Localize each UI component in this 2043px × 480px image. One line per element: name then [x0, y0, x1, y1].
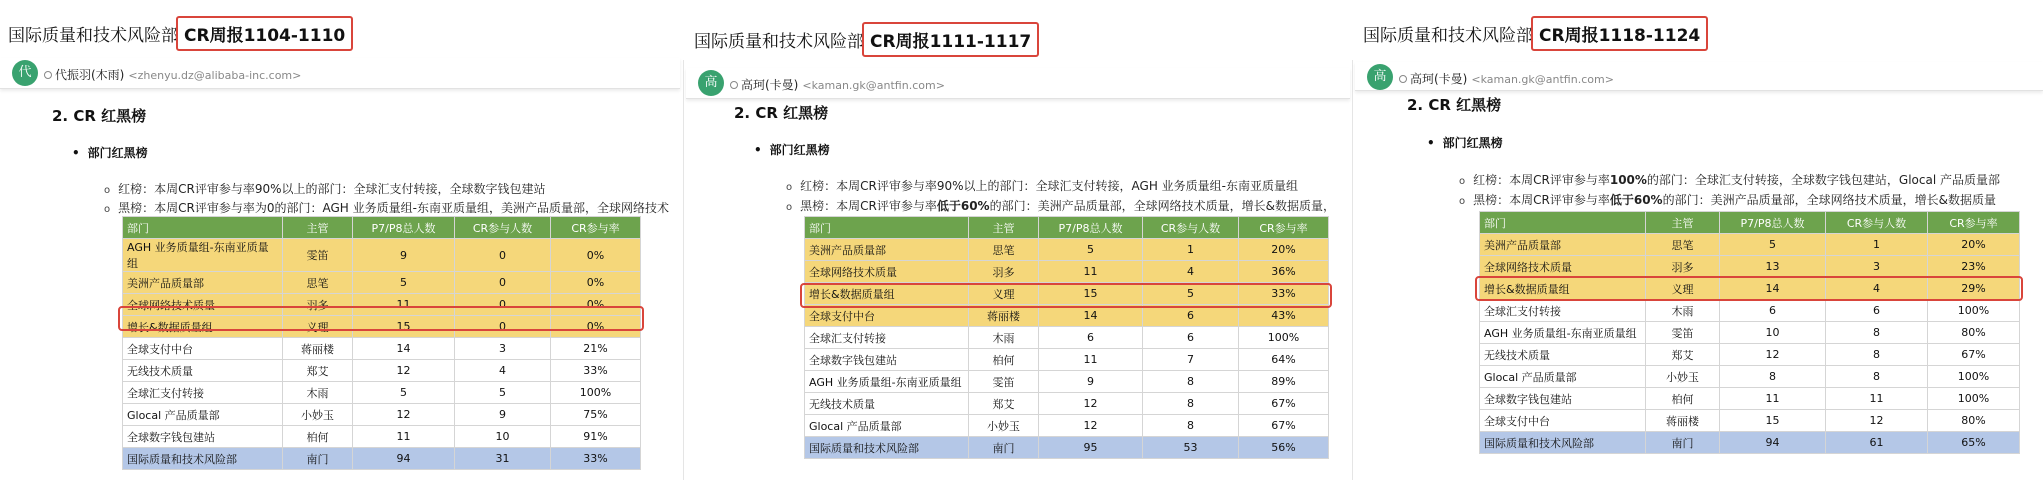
table-cell: Glocal 产品质量部	[123, 404, 283, 426]
table-cell: 羽多	[283, 294, 353, 316]
table-cell: 33%	[1239, 283, 1329, 305]
table-cell: 0%	[551, 272, 641, 294]
table-cell: 增长&数据质量组	[805, 283, 969, 305]
table-cell: 0	[455, 272, 551, 294]
table-cell: 11	[353, 426, 455, 448]
red-line-suffix: 的部门：全球汇支付转接，全球数字钱包建站，Glocal 产品质量部	[1646, 173, 2000, 187]
avatar[interactable]: 高	[1367, 64, 1393, 90]
table-row	[805, 261, 1329, 283]
table-cell: 国际质量和技术风险部	[1480, 432, 1646, 454]
black-line-suffix: 的部门：美洲产品质量部，全球网络技术质量，增长&数据质量	[1662, 193, 1996, 207]
cr-table	[804, 216, 1329, 459]
table-cell: 5	[1039, 239, 1143, 261]
table-row	[805, 393, 1329, 415]
table-cell: 31	[455, 448, 551, 470]
status-dot-icon	[1399, 75, 1407, 83]
red-line-prefix: 红榜：本周CR评审参与率	[1473, 173, 1610, 187]
table-row	[123, 404, 641, 426]
table-cell: 全球数字钱包建站	[1480, 388, 1646, 410]
table-cell: 雯笛	[1646, 322, 1720, 344]
black-line-emphasis: 低于60%	[936, 199, 990, 213]
table-cell: 无线技术质量	[1480, 344, 1646, 366]
email-subject	[8, 16, 353, 51]
col-header: P7/P8总人数	[1720, 212, 1826, 234]
table-cell: 无线技术质量	[123, 360, 283, 382]
table-cell: 小妙玉	[283, 404, 353, 426]
table-cell: 11	[1720, 388, 1826, 410]
table-cell: Glocal 产品质量部	[1480, 366, 1646, 388]
table-cell: 义理	[283, 316, 353, 338]
table-cell: 21%	[551, 338, 641, 360]
table-cell: 14	[1720, 278, 1826, 300]
table-cell: 美洲产品质量部	[123, 272, 283, 294]
table-cell: 100%	[551, 382, 641, 404]
table-cell: 全球数字钱包建站	[123, 426, 283, 448]
table-cell: 6	[1720, 300, 1826, 322]
col-header: 主管	[969, 217, 1039, 239]
sender-info[interactable]	[730, 76, 945, 93]
table-row	[123, 426, 641, 448]
table-cell: 5	[353, 382, 455, 404]
table-cell: 羽多	[969, 261, 1039, 283]
table-cell: 6	[1143, 327, 1239, 349]
table-cell: Glocal 产品质量部	[805, 415, 969, 437]
section-heading: 2. CR 红黑榜	[734, 104, 829, 122]
report-panel-3	[1355, 0, 2043, 478]
table-cell: 0%	[551, 239, 641, 272]
table-cell: 43%	[1239, 305, 1329, 327]
email-subject	[694, 22, 1039, 57]
table-cell: 国际质量和技术风险部	[805, 437, 969, 459]
col-header: 部门	[1480, 212, 1646, 234]
table-cell: 8	[1143, 415, 1239, 437]
section-heading: 2. CR 红黑榜	[52, 107, 147, 125]
table-row	[805, 239, 1329, 261]
table-cell: 全球汇支付转接	[123, 382, 283, 404]
report-panel-2	[686, 0, 1350, 478]
table-cell: 20%	[1239, 239, 1329, 261]
table-cell: 8	[1720, 366, 1826, 388]
table-cell: 36%	[1239, 261, 1329, 283]
table-row	[1480, 322, 2020, 344]
table-cell: 12	[353, 360, 455, 382]
table-cell: 南门	[969, 437, 1039, 459]
sender-name: 高珂(卡曼)	[1410, 72, 1468, 86]
table-cell: 5	[353, 272, 455, 294]
subsection-heading: • 部门红黑榜	[1427, 134, 1503, 151]
sender-info[interactable]	[1399, 70, 1614, 87]
table-cell: 全球支付中台	[123, 338, 283, 360]
table-row	[123, 272, 641, 294]
table-cell: 蒋丽楼	[969, 305, 1039, 327]
table-cell: 9	[455, 404, 551, 426]
table-cell: 8	[1143, 393, 1239, 415]
black-line-prefix: 黑榜：本周CR评审参与率	[1473, 193, 1610, 207]
report-panel-1	[0, 0, 680, 478]
table-cell: 羽多	[1646, 256, 1720, 278]
black-line-prefix: 黑榜：本周CR评审参与率	[800, 199, 937, 213]
table-cell: 木雨	[283, 382, 353, 404]
table-cell: 南门	[1646, 432, 1720, 454]
table-cell: 53	[1143, 437, 1239, 459]
subject-highlight: CR周报1104-1110	[176, 16, 353, 51]
table-cell: 思笔	[283, 272, 353, 294]
table-cell: 4	[1143, 261, 1239, 283]
table-cell: 小妙玉	[1646, 366, 1720, 388]
table-cell: AGH 业务质量组-东南亚质量组	[805, 371, 969, 393]
table-cell: 4	[455, 360, 551, 382]
table-cell: 11	[1039, 261, 1143, 283]
table-cell: 6	[1039, 327, 1143, 349]
table-cell: 雯笛	[969, 371, 1039, 393]
highlight-box	[1475, 276, 2023, 301]
highlight-box	[800, 283, 1332, 308]
red-line-emphasis: 100%	[1609, 173, 1647, 187]
table-cell: 33%	[551, 448, 641, 470]
table-cell: 增长&数据质量组	[123, 316, 283, 338]
table-cell: 木雨	[1646, 300, 1720, 322]
table-cell: 100%	[1928, 366, 2020, 388]
table-cell: 思笔	[1646, 234, 1720, 256]
table-cell: 美洲产品质量部	[805, 239, 969, 261]
table-cell: 15	[353, 316, 455, 338]
table-cell: 15	[1039, 283, 1143, 305]
table-cell: 6	[1143, 305, 1239, 327]
col-header: CR参与率	[1239, 217, 1329, 239]
table-cell: 11	[1826, 388, 1928, 410]
table-total-row	[1480, 432, 2020, 454]
table-cell: 100%	[1928, 388, 2020, 410]
table-cell: 94	[353, 448, 455, 470]
table-cell: 0%	[551, 294, 641, 316]
table-cell: 全球汇支付转接	[1480, 300, 1646, 322]
table-row	[805, 349, 1329, 371]
email-subject	[1363, 16, 1708, 51]
table-header-row	[805, 217, 1329, 239]
table-cell: 3	[1826, 256, 1928, 278]
avatar[interactable]: 代	[12, 60, 38, 86]
table-header-row	[1480, 212, 2020, 234]
sender-bar	[686, 68, 1350, 99]
table-cell: 郑艾	[969, 393, 1039, 415]
table-cell: 柏何	[1646, 388, 1720, 410]
table-cell: 国际质量和技术风险部	[123, 448, 283, 470]
table-row	[1480, 234, 2020, 256]
highlight-box	[118, 306, 644, 331]
table-cell: 木雨	[969, 327, 1039, 349]
table-cell: 8	[1143, 371, 1239, 393]
table-cell: 20%	[1928, 234, 2020, 256]
table-cell: 全球支付中台	[805, 305, 969, 327]
sender-info[interactable]	[44, 66, 301, 83]
table-row	[123, 239, 641, 272]
subject-highlight: CR周报1118-1124	[1531, 16, 1708, 51]
table-cell: 思笔	[969, 239, 1039, 261]
col-header: CR参与人数	[455, 217, 551, 239]
table-cell: 10	[455, 426, 551, 448]
divider	[1352, 60, 1353, 480]
col-header: 部门	[805, 217, 969, 239]
table-cell: 南门	[283, 448, 353, 470]
sender-email: <kaman.gk@antfin.com>	[802, 79, 945, 92]
table-cell: 8	[1826, 366, 1928, 388]
sender-bar	[1355, 62, 2043, 91]
table-total-row	[123, 448, 641, 470]
black-list-line	[786, 197, 1346, 214]
table-cell: 蒋丽楼	[1646, 410, 1720, 432]
table-cell: 全球支付中台	[1480, 410, 1646, 432]
table-cell: 11	[1039, 349, 1143, 371]
table-cell: 67%	[1928, 344, 2020, 366]
table-cell: 5	[1720, 234, 1826, 256]
table-cell: 12	[1826, 410, 1928, 432]
table-cell: 全球汇支付转接	[805, 327, 969, 349]
table-cell: 64%	[1239, 349, 1329, 371]
status-dot-icon	[730, 81, 738, 89]
table-cell: 义理	[1646, 278, 1720, 300]
table-cell: 小妙玉	[969, 415, 1039, 437]
col-header: CR参与率	[551, 217, 641, 239]
table-cell: 蒋丽楼	[283, 338, 353, 360]
sender-email: <kaman.gk@antfin.com>	[1471, 73, 1614, 86]
table-row	[123, 382, 641, 404]
table-cell: 89%	[1239, 371, 1329, 393]
table-cell: 14	[353, 338, 455, 360]
table-cell: 23%	[1928, 256, 2020, 278]
table-row	[1480, 410, 2020, 432]
table-cell: 0	[455, 316, 551, 338]
table-cell: 100%	[1928, 300, 2020, 322]
table-cell: 12	[1720, 344, 1826, 366]
table-row	[1480, 300, 2020, 322]
table-header-row	[123, 217, 641, 239]
table-cell: 0%	[551, 316, 641, 338]
table-row	[1480, 256, 2020, 278]
table-cell: 无线技术质量	[805, 393, 969, 415]
table-cell: 5	[455, 382, 551, 404]
table-row	[1480, 344, 2020, 366]
table-cell: 95	[1039, 437, 1143, 459]
table-cell: 80%	[1928, 410, 2020, 432]
table-cell: 29%	[1928, 278, 2020, 300]
table-cell: 14	[1039, 305, 1143, 327]
divider	[683, 60, 684, 480]
table-cell: 12	[1039, 415, 1143, 437]
table-cell: 10	[1720, 322, 1826, 344]
black-line-suffix: 的部门：美洲产品质量部，全球网络技术质量，增长&数据质量，	[989, 199, 1335, 213]
table-row	[1480, 366, 2020, 388]
table-row	[123, 338, 641, 360]
table-cell: 3	[455, 338, 551, 360]
status-dot-icon	[44, 71, 52, 79]
table-row	[805, 327, 1329, 349]
col-header: 主管	[283, 217, 353, 239]
sender-name: 代振羽(木雨)	[55, 68, 125, 82]
red-list-line: o 红榜：本周CR评审参与率90%以上的部门：全球汇支付转接，AGH 业务质量组-东南亚质量组	[786, 177, 1346, 194]
table-cell: 全球网络技术质量	[123, 294, 283, 316]
subsection-heading: • 部门红黑榜	[72, 144, 148, 161]
subject-prefix: 国际质量和技术风险部	[8, 26, 178, 46]
col-header: CR参与人数	[1826, 212, 1928, 234]
table-cell: 义理	[969, 283, 1039, 305]
table-cell: 8	[1826, 344, 1928, 366]
avatar[interactable]: 高	[698, 70, 724, 96]
cr-table	[1479, 211, 2020, 454]
table-cell: 8	[1826, 322, 1928, 344]
table-cell: 9	[1039, 371, 1143, 393]
table-cell: 7	[1143, 349, 1239, 371]
table-cell: 11	[353, 294, 455, 316]
red-list-line: o 红榜：本周CR评审参与率90%以上的部门：全球汇支付转接，全球数字钱包建站	[104, 180, 674, 197]
table-cell: AGH 业务质量组-东南亚质量组	[123, 239, 283, 272]
table-cell: 61	[1826, 432, 1928, 454]
table-row	[805, 371, 1329, 393]
table-cell: 美洲产品质量部	[1480, 234, 1646, 256]
table-cell: 5	[1143, 283, 1239, 305]
table-cell: 全球网络技术质量	[1480, 256, 1646, 278]
table-cell: 4	[1826, 278, 1928, 300]
table-cell: 0	[455, 239, 551, 272]
subject-prefix: 国际质量和技术风险部	[1363, 26, 1533, 46]
table-cell: 33%	[551, 360, 641, 382]
sender-bar	[0, 58, 680, 89]
section-heading: 2. CR 红黑榜	[1407, 96, 1502, 114]
col-header: 主管	[1646, 212, 1720, 234]
table-cell: 郑艾	[1646, 344, 1720, 366]
table-row	[1480, 388, 2020, 410]
col-header: 部门	[123, 217, 283, 239]
table-cell: 12	[353, 404, 455, 426]
table-total-row	[805, 437, 1329, 459]
table-cell: 15	[1720, 410, 1826, 432]
col-header: P7/P8总人数	[353, 217, 455, 239]
table-cell: 13	[1720, 256, 1826, 278]
table-cell: 6	[1826, 300, 1928, 322]
table-cell: 1	[1826, 234, 1928, 256]
black-line-emphasis: 低于60%	[1609, 193, 1663, 207]
sender-name: 高珂(卡曼)	[741, 78, 799, 92]
table-cell: 0	[455, 294, 551, 316]
col-header: P7/P8总人数	[1039, 217, 1143, 239]
table-cell: 100%	[1239, 327, 1329, 349]
table-cell: 增长&数据质量组	[1480, 278, 1646, 300]
table-row	[805, 415, 1329, 437]
cr-table	[122, 216, 641, 470]
table-cell: 65%	[1928, 432, 2020, 454]
table-cell: 柏何	[969, 349, 1039, 371]
table-cell: 全球数字钱包建站	[805, 349, 969, 371]
red-list-line	[1459, 171, 2043, 188]
sender-email: <zhenyu.dz@alibaba-inc.com>	[128, 69, 302, 82]
table-cell: 郑艾	[283, 360, 353, 382]
table-cell: 全球网络技术质量	[805, 261, 969, 283]
col-header: CR参与人数	[1143, 217, 1239, 239]
subject-highlight: CR周报1111-1117	[862, 22, 1039, 57]
table-cell: 1	[1143, 239, 1239, 261]
table-cell: 柏何	[283, 426, 353, 448]
table-cell: 94	[1720, 432, 1826, 454]
black-list-line: o 黑榜：本周CR评审参与率为0的部门：AGH 业务质量组-东南亚质量组，美洲产品质量部，全球网络技术	[104, 199, 674, 216]
table-cell: 雯笛	[283, 239, 353, 272]
table-cell: 67%	[1239, 415, 1329, 437]
table-cell: 12	[1039, 393, 1143, 415]
col-header: CR参与率	[1928, 212, 2020, 234]
subject-prefix: 国际质量和技术风险部	[694, 32, 864, 52]
black-list-line	[1459, 191, 2043, 208]
subsection-heading: • 部门红黑榜	[754, 141, 830, 158]
table-cell: 91%	[551, 426, 641, 448]
table-cell: 67%	[1239, 393, 1329, 415]
table-cell: 9	[353, 239, 455, 272]
table-row	[123, 360, 641, 382]
table-cell: 56%	[1239, 437, 1329, 459]
table-cell: 75%	[551, 404, 641, 426]
table-cell: 80%	[1928, 322, 2020, 344]
table-cell: AGH 业务质量组-东南亚质量组	[1480, 322, 1646, 344]
